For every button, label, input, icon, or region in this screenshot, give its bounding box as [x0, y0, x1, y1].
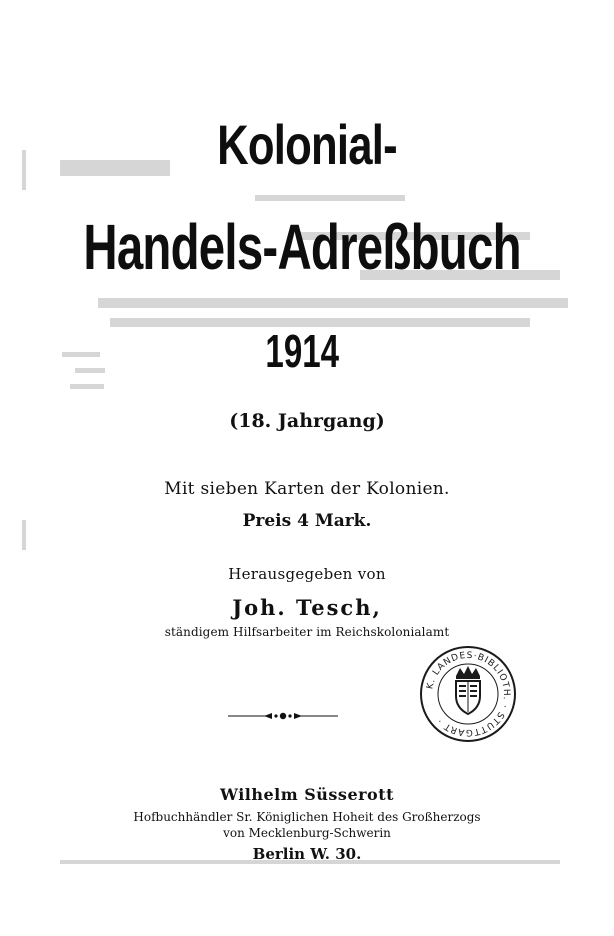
- price: Preis 4 Mark.: [242, 511, 372, 531]
- maps-note: Mit sieben Karten der Kolonien.: [164, 479, 450, 499]
- library-stamp: [418, 644, 518, 744]
- publisher-name: Wilhelm Süsserott: [220, 785, 394, 804]
- publisher-title-line-2: von Mecklenburg-Schwerin: [223, 826, 391, 840]
- edition: (18. Jahrgang): [229, 410, 385, 432]
- year: 1914: [265, 325, 340, 377]
- publisher-title-line-1: Hofbuchhändler Sr. Königlichen Hoheit des Großherzogs: [133, 810, 481, 824]
- svg-text:K. LANDES·BIBLIOTH. · STUTTGAR: K. LANDES·BIBLIOTH. · STUTTGART ·: [425, 650, 512, 738]
- title-line-2: Handels-Adreßbuch: [83, 211, 521, 283]
- ornament-divider: [228, 706, 338, 726]
- editor-label: Herausgegeben von: [228, 565, 386, 583]
- editor-name: Joh. Tesch,: [232, 595, 382, 620]
- editor-role: ständigem Hilfsarbeiter im Reichskolonialamt: [164, 625, 450, 639]
- title-line-1: Kolonial-: [217, 113, 397, 176]
- publisher-city: Berlin W. 30.: [252, 845, 362, 863]
